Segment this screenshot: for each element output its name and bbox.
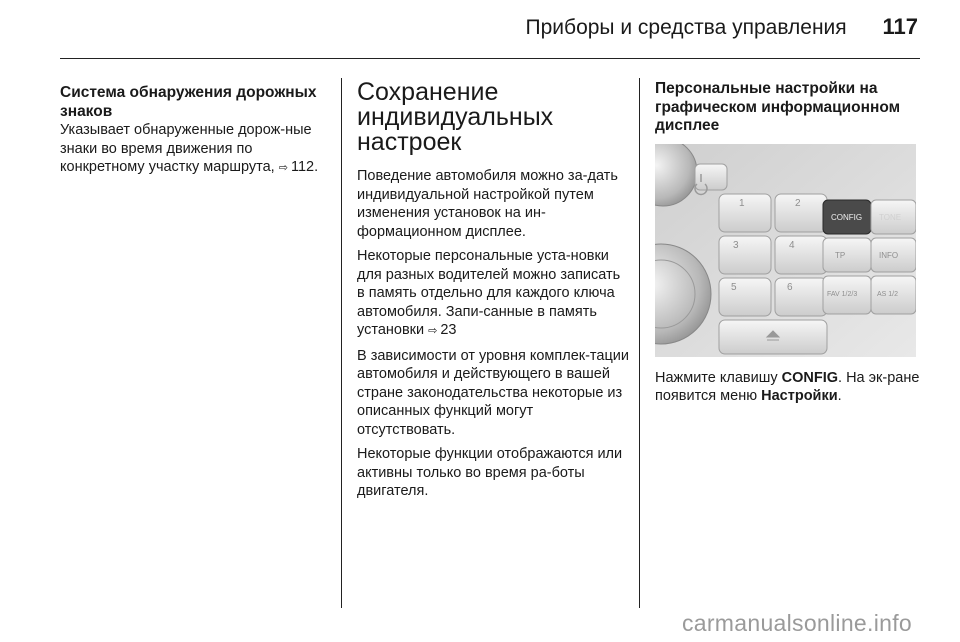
panel-button-4: 4 (789, 239, 795, 251)
paragraph-1: Поведение автомобиля можно за-дать индивидуальной настройкой путем изменения установок на ин-формационном дисплее. (357, 168, 618, 240)
section-heading-road-signs: Система обнаружения дорожных знаков (60, 84, 317, 120)
page-header (526, 14, 918, 40)
header-title: Приборы и средства управления (525, 16, 847, 39)
panel-button-as: AS 1/2 (877, 290, 899, 298)
config-key-name: CONFIG (781, 369, 839, 386)
road-signs-text: Указывает обнаруженные дорож-ные знаки во время движения по конкретному участку маршрута, ⇨ 112. (60, 121, 332, 178)
panel-button-tone: TONE (879, 212, 902, 222)
settings-menu-name: Настройки (761, 388, 838, 404)
watermark: carmanualsonline.info (681, 610, 912, 636)
panel-button-fav: FAV 1/2/3 (827, 290, 858, 298)
panel-button-config: CONFIG (831, 212, 863, 222)
column-3 (655, 80, 920, 412)
panel-button-5: 5 (731, 281, 737, 293)
section-heading-individual-settings: Сохранение индивидуальных настроек (357, 78, 554, 156)
page-reference[interactable]: ⇨ 23 (428, 322, 456, 338)
paragraph-2: Некоторые персональные уста-новки для разных водителей можно записать в память отдельно для каждого ключа автомобиля. Запи-санные в память установки ⇨ 23 (357, 247, 629, 341)
panel-button-6: 6 (787, 281, 793, 293)
config-instruction: Нажмите клавишу CONFIG. На эк-ране появится меню Настройки. (655, 369, 920, 404)
panel-button-3: 3 (733, 239, 739, 251)
column-divider-2 (639, 78, 640, 608)
control-panel-photo (655, 144, 916, 357)
panel-button-tp: TP (835, 250, 846, 260)
column-1 (60, 84, 332, 184)
column-divider-1 (341, 78, 342, 608)
panel-button-info: INFO (879, 250, 899, 260)
column-2 (357, 80, 629, 507)
page-number: 117 (882, 14, 918, 39)
header-rule (60, 58, 920, 59)
page-reference[interactable]: ⇨ 112. (279, 159, 318, 175)
paragraph-4: Некоторые функции отображаются или активны только во время ра-боты двигателя. (357, 446, 623, 499)
control-panel-illustration (655, 144, 916, 357)
paragraph-3: В зависимости от уровня комплек-тации автомобиля и действующего в вашей стране законодательства некоторые из описанных функций могут отсутствовать. (357, 347, 629, 438)
section-heading-personal-settings: Персональные настройки на графическом информационном дисплее (655, 80, 901, 134)
panel-button-1: 1 (739, 197, 745, 209)
panel-button-2: 2 (795, 197, 801, 209)
